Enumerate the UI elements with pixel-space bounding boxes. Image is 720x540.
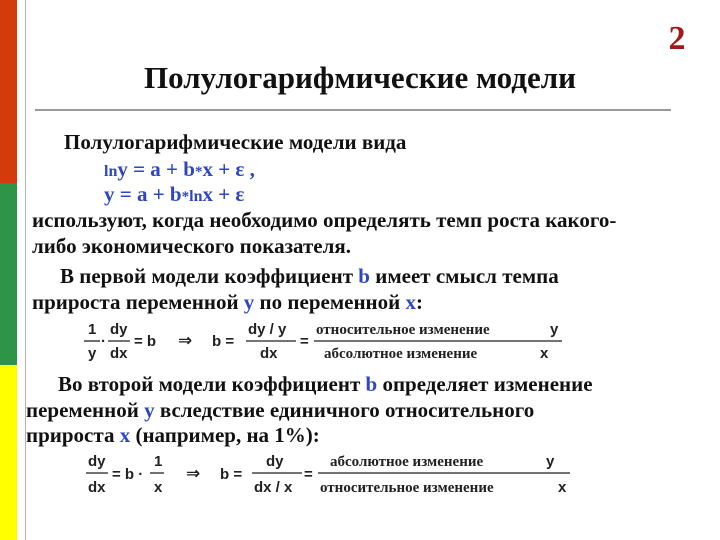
implies-arrow: ⇒ xyxy=(186,464,201,483)
f1-dy: dy xyxy=(110,321,128,338)
intro-text xyxy=(64,130,406,155)
second-model-line-3 xyxy=(26,423,320,448)
implies-arrow: ⇒ xyxy=(178,331,193,350)
eq2-rest: x + ε xyxy=(202,182,245,206)
text-segment: прироста xyxy=(26,423,120,447)
intro-label: Полулогарифмические модели вида xyxy=(64,130,407,154)
text-segment: В первой модели коэффициент xyxy=(60,264,359,288)
usage-line-1: используют, когда необходимо определять темп роста какого- xyxy=(32,208,617,232)
f1-x-den: x xyxy=(540,345,549,362)
var-b: b xyxy=(365,372,378,396)
var-b: b xyxy=(358,264,370,288)
f1-dy-over-y: dy / y xyxy=(248,321,287,338)
f1-abs-change: абсолютное изменение xyxy=(324,346,478,362)
f1-dx: dx xyxy=(110,345,128,362)
page-title: Полулогарифмические модели xyxy=(144,60,576,95)
f2-x-den: x xyxy=(558,479,567,496)
first-model-line-2 xyxy=(32,290,423,315)
accent-stripe-green xyxy=(0,183,17,365)
f1-y-num: y xyxy=(550,321,559,338)
margin-line xyxy=(25,0,26,540)
f1-b-eq: b = xyxy=(212,333,235,350)
model-equation-2 xyxy=(104,182,244,207)
eq1-rest: x + ε , xyxy=(202,157,255,181)
f2-rel-change: относительное изменение xyxy=(320,480,494,496)
f2-eq-b: = b · xyxy=(112,466,144,483)
slide-number: 2 xyxy=(668,20,686,57)
f1-dx-den: dx xyxy=(260,345,278,362)
f2-one: 1 xyxy=(154,453,163,470)
text-segment: вследствие единичного относительного xyxy=(154,398,535,422)
second-model-line-1 xyxy=(58,372,593,397)
var-y: y xyxy=(144,398,155,422)
text-segment: по переменной xyxy=(254,290,406,314)
text-segment: имеет смысл темпа xyxy=(369,264,559,288)
text-segment: Во второй модели коэффициент xyxy=(58,372,366,396)
title-divider xyxy=(35,109,671,111)
formula-elasticity xyxy=(84,449,574,499)
f2-dy-num: dy xyxy=(266,453,284,470)
ln-label: ln xyxy=(189,188,203,205)
f2-b-eq: b = xyxy=(220,466,243,483)
f1-eq-b: = b xyxy=(134,333,157,350)
eq2-star: * xyxy=(181,189,190,205)
f1-one: 1 xyxy=(88,321,97,338)
f2-y-num: y xyxy=(546,453,555,470)
f2-dy: dy xyxy=(88,453,106,470)
eq1-star: * xyxy=(194,164,203,180)
var-x: x xyxy=(119,423,131,447)
usage-line-2: либо экономического показателя. xyxy=(32,234,351,258)
ln-label: ln xyxy=(104,163,118,180)
accent-stripe-yellow xyxy=(0,365,17,540)
f1-rel-change: относительное изменение xyxy=(316,322,490,338)
eq1-main: y = a + b xyxy=(117,157,195,181)
text-segment: определяет изменение xyxy=(377,372,593,396)
var-y: y xyxy=(243,290,255,314)
text-segment: (например, на 1%): xyxy=(130,423,320,447)
text-segment: переменной xyxy=(26,398,145,422)
f1-y-den: y xyxy=(88,345,97,362)
text-segment: : xyxy=(416,290,423,314)
accent-stripe-red xyxy=(0,0,17,183)
f2-x: x xyxy=(154,479,163,496)
first-model-line-1 xyxy=(60,264,559,289)
f2-dx-over-x: dx / x xyxy=(254,479,293,496)
f2-abs-change: абсолютное изменение xyxy=(330,454,484,470)
formula-growth-rate xyxy=(84,318,564,364)
f2-dx: dx xyxy=(88,479,106,496)
f2-eq: = xyxy=(304,466,313,483)
var-x: x xyxy=(405,290,416,314)
f1-eq: = xyxy=(300,333,309,350)
second-model-line-2 xyxy=(26,398,534,423)
eq2-main: y = a + b xyxy=(104,182,182,206)
f1-dot: · xyxy=(101,333,106,350)
text-segment: прироста переменной xyxy=(32,290,244,314)
model-equation-1 xyxy=(104,157,255,182)
